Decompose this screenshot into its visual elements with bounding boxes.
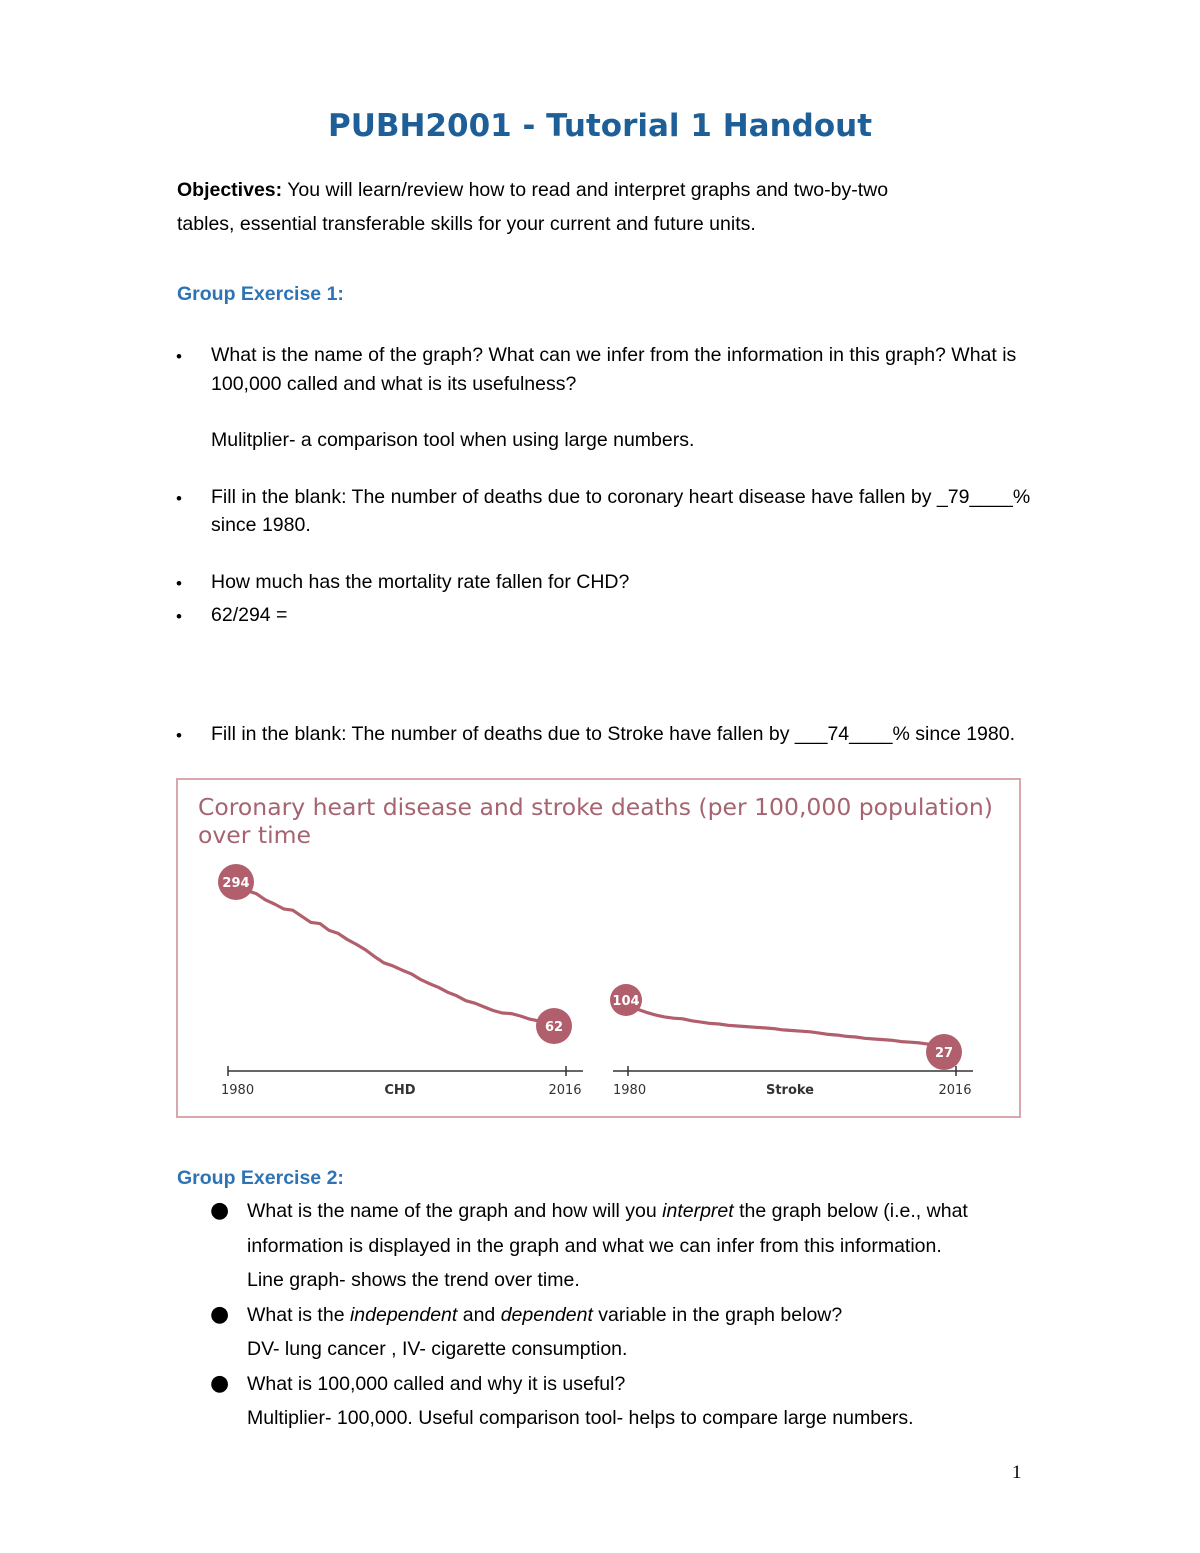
bullet-dot: ● — [210, 1198, 230, 1223]
chd-end-label: 62 — [544, 1020, 564, 1035]
stroke-series-line — [628, 1000, 956, 1050]
chd-start-label: 294 — [222, 876, 250, 891]
ex1-question-3: How much has the mortality rate fallen for CHD? — [211, 571, 630, 593]
bullet-marker: • — [176, 607, 182, 626]
objectives-label: Objectives: — [177, 179, 283, 201]
stroke-end-label: 27 — [934, 1046, 954, 1061]
ex1-question-2-line-2: since 1980. — [211, 514, 311, 536]
ex2-answer-1: Line graph- shows the trend over time. — [247, 1269, 580, 1291]
bullet-marker: • — [176, 574, 182, 593]
ex1-question-1-line-2: 100,000 called and what is its usefulness? — [211, 373, 577, 395]
ex2-question-1-line-1 — [247, 1200, 968, 1223]
ex2-question-2 — [247, 1304, 842, 1327]
ex2-question-3: What is 100,000 called and why it is useful? — [247, 1373, 626, 1395]
ex2-answer-2: DV- lung cancer , IV- cigarette consumption. — [247, 1338, 628, 1360]
ex1-question-2-line-1: Fill in the blank: The number of deaths due to coronary heart disease have fallen by _79____% — [211, 486, 1031, 508]
bullet-marker: • — [176, 726, 182, 745]
ex1-question-1-line-1: What is the name of the graph? What can we infer from the information in this graph? What is — [211, 344, 1017, 366]
ex2-question-1-line-2: information is displayed in the graph and what we can infer from this information. — [247, 1235, 942, 1257]
objectives-text-1: You will learn/review how to read and interpret graphs and two-by-two — [287, 179, 889, 201]
ex2-q1-text-a: What is the name of the graph and how will you — [247, 1200, 663, 1222]
ex2-q2-em-independent: independent — [349, 1304, 458, 1326]
bullet-marker: • — [176, 489, 182, 508]
stroke-x-end-label: 2016 — [938, 1083, 972, 1098]
chd-x-end-label: 2016 — [548, 1083, 582, 1098]
stroke-start-label: 104 — [612, 994, 640, 1009]
stroke-axis-name: Stroke — [765, 1083, 815, 1098]
chd-x-start-label: 1980 — [221, 1083, 255, 1098]
bullet-dot: ● — [210, 1371, 230, 1396]
ex2-q2-em-dependent: dependent — [500, 1304, 593, 1326]
objectives-line-2: tables, essential transferable skills for your current and future units. — [177, 213, 756, 235]
bullet-marker: • — [176, 347, 182, 366]
chart-title: Coronary heart disease and stroke deaths (per 100,000 population) over time — [198, 793, 993, 849]
exercise-2-heading: Group Exercise 2: — [177, 1167, 344, 1189]
ex1-question-4: 62/294 = — [211, 604, 288, 626]
page-number: 1 — [1012, 1462, 1022, 1483]
ex1-answer-1: Mulitplier- a comparison tool when using large numbers. — [211, 429, 695, 451]
objectives-line-1 — [177, 179, 888, 202]
chd-axis-name: CHD — [384, 1083, 416, 1098]
line-chart — [176, 778, 1021, 1118]
ex2-q2-text-c: variable in the graph below? — [592, 1304, 843, 1326]
page-title: PUBH2001 - Tutorial 1 Handout — [327, 108, 873, 144]
ex2-q1-text-b: the graph below (i.e., what — [733, 1200, 968, 1222]
ex2-q2-text-b: and — [457, 1304, 501, 1326]
ex2-answer-3: Multiplier- 100,000. Useful comparison tool- helps to compare large numbers. — [247, 1407, 914, 1429]
bullet-dot: ● — [210, 1302, 230, 1327]
ex2-q1-emphasis: interpret — [662, 1200, 734, 1222]
chd-series-line — [238, 882, 566, 1024]
ex1-question-5: Fill in the blank: The number of deaths due to Stroke have fallen by ___74____% since 1980. — [211, 723, 1016, 745]
ex2-q2-text-a: What is the — [247, 1304, 350, 1326]
exercise-1-heading: Group Exercise 1: — [177, 283, 344, 305]
stroke-x-start-label: 1980 — [613, 1083, 647, 1098]
